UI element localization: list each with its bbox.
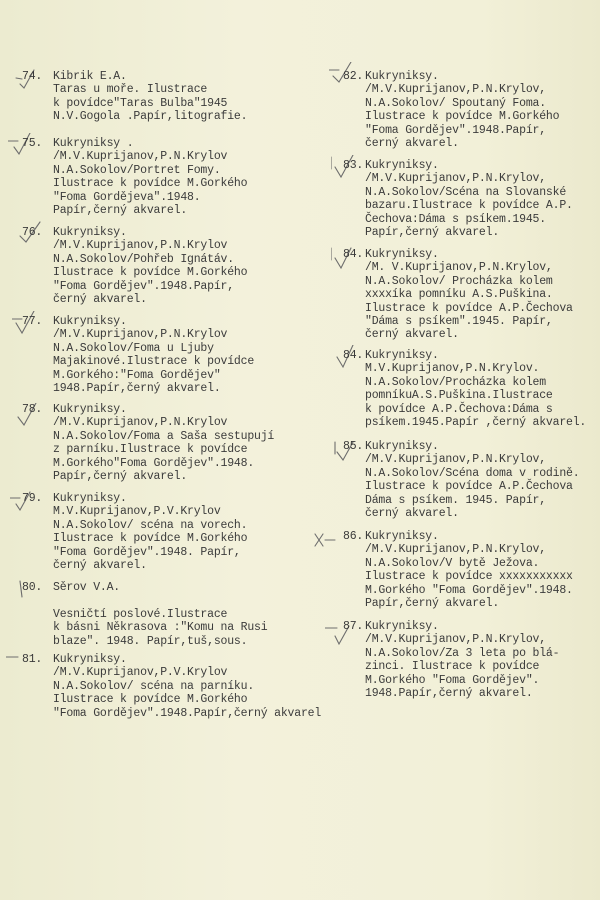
entry-number: 86. xyxy=(343,530,364,543)
entry-line: M.Gorkého "Foma Gordějev".1948. xyxy=(365,583,573,597)
entry-line: Taras u moře. Ilustrace xyxy=(53,83,208,97)
entry-line: Papír,černý akvarel. xyxy=(53,204,188,218)
entry-text xyxy=(53,315,254,395)
entry-line: Kibrik E.A. xyxy=(53,70,127,83)
entry-line: "Foma Gordějev".1948.Papír, xyxy=(53,279,234,293)
entry-line: Ilustrace k povídce A.P.Čechova xyxy=(365,480,573,494)
entry-line: N.A.Sokolov/ scéna na vorech. xyxy=(53,518,248,532)
entry-line: "Foma Gordějev".1948.Papír,černý akvarel xyxy=(53,706,322,720)
entry-line: Ilustrace k povídce M.Gorkého xyxy=(53,693,248,707)
entry-line: Ilustrace k povídce A.P.Čechova xyxy=(365,301,573,315)
entry-text xyxy=(365,530,573,610)
entry-line: Majakinové.Ilustrace k povídce xyxy=(53,355,255,369)
entry-line: N.A.Sokolov/ Spoutaný Foma. xyxy=(365,96,546,110)
entry-line: /M.V.Kuprijanov,P.N.Krylov xyxy=(53,416,228,430)
entry-number: 78. xyxy=(22,403,43,416)
entry-line: Kukryniksy. xyxy=(365,440,439,453)
entry-number: 79. xyxy=(22,492,43,505)
entry-line: Sěrov V.A. xyxy=(53,581,121,594)
check-mark-icon xyxy=(313,530,339,554)
entry-number: 75. xyxy=(22,137,43,150)
entry-line: N.A.Sokolov/ Procházka kolem xyxy=(365,274,553,288)
entry-line: černý akvarel. xyxy=(365,507,459,521)
entry-text xyxy=(365,159,573,239)
entry-line: Ilustrace k povídce M.Gorkého xyxy=(53,532,248,546)
entry-line: N.A.Sokolov/Za 3 leta po blá- xyxy=(365,646,560,660)
entry-line: N.A.Sokolov/Foma a Saša sestupují xyxy=(53,429,275,443)
entry-number: 82. xyxy=(343,70,364,83)
entry-line: pomníkuA.S.Puškina.Ilustrace xyxy=(365,389,553,403)
entry-text xyxy=(365,248,573,342)
entry-line: N.A.Sokolov/Pohřeb Ignátáv. xyxy=(53,252,234,266)
entry-text xyxy=(53,226,247,306)
entry-line: Kukryniksy. xyxy=(365,159,439,172)
entry-line: N.A.Sokolov/ scéna na parníku. xyxy=(53,679,255,693)
entry-line: blaze". 1948. Papír,tuš,sous. xyxy=(53,634,248,648)
entry-line: Papír,černý akvarel. xyxy=(365,226,500,240)
entry-line: k povídce A.P.Čechova:Dáma s xyxy=(365,402,553,416)
entry-number: 83. xyxy=(343,159,364,172)
entry-line: Kukryniksy . xyxy=(53,137,134,150)
entry-line: Ilustrace k povídce M.Gorkého xyxy=(53,177,248,191)
entry-line: Ilustrace k povídce xxxxxxxxxxx xyxy=(365,570,573,584)
entry-line: N.V.Gogola .Papír,litografie. xyxy=(53,110,248,124)
entry-line: Kukryniksy. xyxy=(53,653,127,666)
entry-line: /M.V.Kuprijanov,P.N.Krylov, xyxy=(365,83,546,97)
entry-line: /M.V.Kuprijanov,P.N.Krylov xyxy=(53,328,228,342)
entry-line: Kukryniksy. xyxy=(365,620,439,633)
entry-text xyxy=(53,492,247,572)
entry-text xyxy=(365,70,559,150)
entry-line: M.Gorkého "Foma Gordějev". xyxy=(365,673,540,687)
entry-line: N.A.Sokolov/Scéna na Slovanské xyxy=(365,185,567,199)
entry-line: 1948.Papír,černý akvarel. xyxy=(365,687,533,701)
entry-line: /M.V.Kuprijanov,P.N.Krylov xyxy=(53,239,228,253)
entry-number: 84. xyxy=(343,248,364,261)
entry-number: 84. xyxy=(343,349,364,362)
entry-line: Kukryniksy. xyxy=(53,315,127,328)
entry-line: N.A.Sokolov/Portret Fomy. xyxy=(53,163,221,177)
entry-line: "Foma Gordějeva".1948. xyxy=(53,190,201,204)
entry-line: Kukryniksy. xyxy=(53,226,127,239)
entry-line: N.A.Sokolov/Procházka kolem xyxy=(365,375,546,389)
entry-number: 77. xyxy=(22,315,43,328)
entry-line: M.V.Kuprijanov,P.N.Krylov. xyxy=(365,362,540,376)
entry-line: 1948.Papír,černý akvarel. xyxy=(53,382,221,396)
entry-line: N.A.Sokolov/Scéna doma v rodině. xyxy=(365,466,580,480)
entry-line: M.V.Kuprijanov,P.V.Krylov xyxy=(53,505,221,519)
entry-number: 85. xyxy=(343,440,364,453)
entry-line: černý akvarel. xyxy=(365,328,459,342)
entry-text xyxy=(53,653,321,720)
entry-line: bazaru.Ilustrace k povídce A.P. xyxy=(365,199,573,213)
entry-line: Ilustrace k povídce M.Gorkého xyxy=(53,266,248,280)
entry-line: černý akvarel. xyxy=(53,293,147,307)
entry-line: /M.V.Kuprijanov,P.N.Krylov, xyxy=(365,633,546,647)
entry-line: Kukryniksy. xyxy=(365,248,439,261)
entry-line: xxxxíka pomníku A.S.Puškina. xyxy=(365,288,553,302)
entry-line: /M.V.Kuprijanov,P.N.Krylov, xyxy=(365,453,546,467)
entry-text xyxy=(53,137,247,217)
entry-text xyxy=(53,403,274,483)
entry-line: /M. V.Kuprijanov,P.N.Krylov, xyxy=(365,261,553,275)
entry-line: Kukryniksy. xyxy=(53,403,127,416)
entry-line: k povídce"Taras Bulba"1945 xyxy=(53,96,228,110)
entry-line: "Foma Gordějev".1948. Papír, xyxy=(53,545,241,559)
entry-line: Čechova:Dáma s psíkem.1945. xyxy=(365,212,546,226)
entry-text xyxy=(365,440,579,520)
entry-line: psíkem.1945.Papír ,černý akvarel. xyxy=(365,416,587,430)
entry-line: Kukryniksy. xyxy=(365,530,439,543)
entry-line: černý akvarel. xyxy=(53,559,147,573)
entry-line: /M.V.Kuprijanov,P.V.Krylov xyxy=(53,666,228,680)
entry-line: "Dáma s psíkem".1945. Papír, xyxy=(365,315,553,329)
entry-text xyxy=(53,581,267,648)
entry-line: N.A.Sokolov/V bytě Ježova. xyxy=(365,556,540,570)
entry-text xyxy=(365,349,586,429)
entry-line: M.Gorkého:"Foma Gordějev" xyxy=(53,368,221,382)
entry-line: černý akvarel. xyxy=(365,137,459,151)
entry-line: /M.V.Kuprijanov,P.N.Krylov xyxy=(53,150,228,164)
entry-line: z parníku.Ilustrace k povídce xyxy=(53,443,248,457)
entry-line: Kukryniksy. xyxy=(365,70,439,83)
entry-number: 74. xyxy=(22,70,43,83)
entry-line: Vesničtí poslové.Ilustrace xyxy=(53,607,228,621)
entry-number: 87. xyxy=(343,620,364,633)
entry-line: Dáma s psíkem. 1945. Papír, xyxy=(365,493,546,507)
entry-line: k básni Někrasova :"Komu na Rusi xyxy=(53,621,268,635)
entry-number: 80. xyxy=(22,581,43,594)
entry-line: Papír,černý akvarel. xyxy=(365,597,500,611)
entry-number: 76. xyxy=(22,226,43,239)
entry-line: Ilustrace k povídce M.Gorkého xyxy=(365,110,560,124)
entry-text xyxy=(365,620,559,700)
entry-line: M.Gorkého"Foma Gordějev".1948. xyxy=(53,456,255,470)
entry-line: zinci. Ilustrace k povídce xyxy=(365,660,540,674)
entry-number: 81. xyxy=(22,653,43,666)
entry-text xyxy=(53,70,247,124)
entry-line: Papír,černý akvarel. xyxy=(53,470,188,484)
entry-line: /M.V.Kuprijanov,P.N.Krylov, xyxy=(365,543,546,557)
entry-line: "Foma Gordějev".1948.Papír, xyxy=(365,123,546,137)
entry-line: /M.V.Kuprijanov,P.N.Krylov, xyxy=(365,172,546,186)
entry-line: Kukryniksy. xyxy=(53,492,127,505)
entry-line: N.A.Sokolov/Foma u Ljuby xyxy=(53,341,214,355)
entry-line: Kukryniksy. xyxy=(365,349,439,362)
